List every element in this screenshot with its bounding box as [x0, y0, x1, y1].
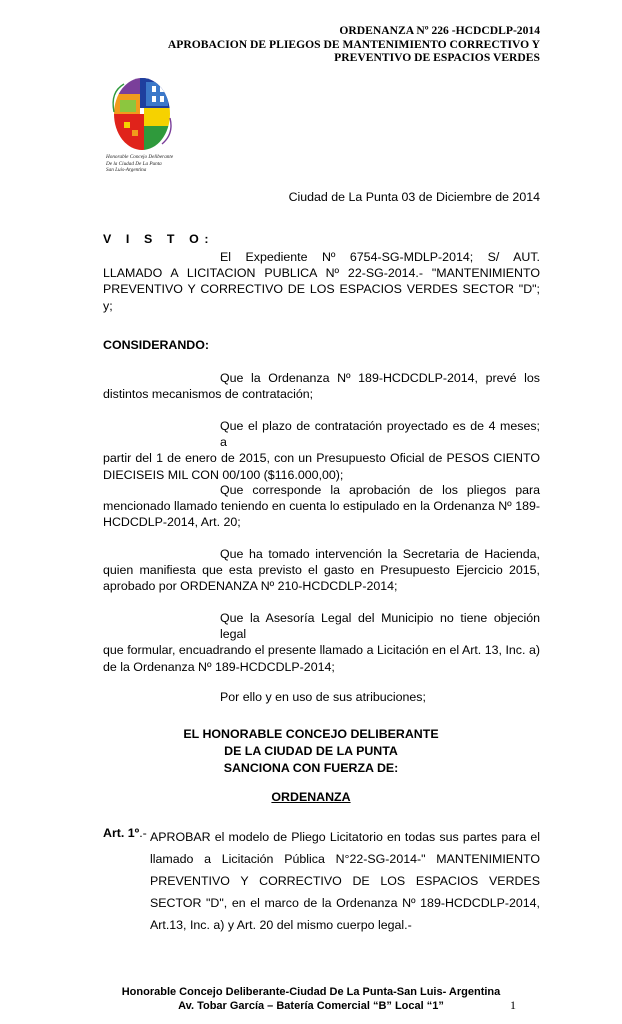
considerando-p4-line3: aprobado por ORDENANZA Nº 210-HCDCDLP-2014;: [103, 579, 398, 594]
logo-caption-line2: De la Ciudad De La Punta: [106, 160, 162, 167]
considerando-p2-line3: DIECISEIS MIL CON 00/100 ($116.000,00);: [103, 467, 344, 482]
article-1-number: Art. 1º: [103, 826, 140, 840]
sanciona-line2: DE LA CIUDAD DE LA PUNTA: [224, 744, 398, 758]
visto-line3: PREVENTIVO Y CORRECTIVO DE LOS ESPACIOS VERDES SECTOR "D"; y;: [103, 282, 540, 313]
article-1-line2: llamado a Licitación Pública N°22-SG-2014-" MANTENIMIENTO: [150, 852, 540, 866]
council-logo: [100, 72, 190, 174]
considerando-p5-line1: Que la Asesoría Legal del Municipio no tiene objeción legal: [220, 611, 540, 642]
logo-caption-line3: San Luis-Argentina: [106, 167, 147, 174]
considerando-p4-line1: Que ha tomado intervención la Secretaria de Hacienda,: [220, 547, 540, 561]
document-date: Ciudad de La Punta 03 de Diciembre de 2014: [288, 190, 540, 204]
considerando-p4-line2: quien manifiesta que esta previsto el gasto en Presupuesto Ejercicio 2015,: [103, 563, 540, 578]
article-1-line4: SECTOR "D", en el marco de la Ordenanza Nº 189-HCDCDLP-2014,: [150, 896, 540, 910]
considerando-heading: CONSIDERANDO:: [103, 338, 210, 352]
visto-paragraph: [103, 249, 540, 314]
article-1-line5: Art.13, Inc. a) y Art. 20 del mismo cuerpo legal.-: [150, 918, 412, 932]
ordenanza-title: ORDENANZA: [271, 790, 351, 804]
sanciona-line3: SANCIONA CON FUERZA DE:: [223, 761, 399, 775]
article-1-lead: .-: [139, 826, 147, 840]
article-1-line3: PREVENTIVO Y CORRECTIVO DE LOS ESPACIOS VERDES: [150, 874, 540, 888]
considerando-p5-line3: de la Ordenanza Nº 189-HCDCDLP-2014;: [103, 659, 335, 674]
sanciona-block: [0, 726, 622, 777]
header-ordinance-number: ORDENANZA Nº 226 -HCDCDLP-2014: [339, 24, 540, 37]
considerando-paragraph-2: [103, 418, 540, 483]
considerando-paragraph-3: [103, 482, 540, 531]
header-title-line1: APROBACION DE PLIEGOS DE MANTENIMIENTO CORRECTIVO Y: [167, 37, 540, 51]
considerando-p3-line1: Que corresponde la aprobación de los pliegos para: [220, 483, 540, 497]
considerando-p2-line1: Que el plazo de contratación proyectado es de 4 meses; a: [220, 419, 540, 450]
article-1-label: [103, 826, 147, 840]
header-title-line2: PREVENTIVO DE ESPACIOS VERDES: [334, 51, 540, 64]
logo-caption: [106, 154, 190, 174]
visto-line1: El Expediente Nº 6754-SG-MDLP-2014; S/ AUT.: [220, 250, 540, 264]
council-emblem-icon: [100, 72, 180, 152]
considerando-paragraph-4: [103, 546, 540, 595]
considerando-p1-line1: Que la Ordenanza Nº 189-HCDCDLP-2014, prevé los: [220, 371, 540, 385]
article-1-text: [150, 826, 540, 936]
footer-line2: Av. Tobar García – Batería Comercial “B” Local “1”: [178, 1000, 444, 1012]
footer-line1: Honorable Concejo Deliberante-Ciudad De La Punta-San Luis- Argentina: [121, 986, 501, 998]
considerando-p2-line2: partir del 1 de enero de 2015, con un Presupuesto Oficial de PESOS CIENTO: [103, 451, 540, 466]
considerando-p3-line3: HCDCDLP-2014, Art. 20;: [103, 515, 241, 530]
document-header: [168, 24, 540, 65]
sanciona-line1: EL HONORABLE CONCEJO DELIBERANTE: [183, 727, 439, 741]
considerando-p5-line2: que formular, encuadrando el presente llamado a Licitación en el Art. 13, Inc. a): [103, 643, 540, 658]
considerando-p3-line2: mencionado llamado teniendo en cuenta lo estipulado en la Ordenanza Nº 189-: [103, 499, 540, 514]
visto-line2: LLAMADO A LICITACION PUBLICA Nº 22-SG-2014.- "MANTENIMIENTO: [103, 266, 540, 281]
considerando-paragraph-5: [103, 610, 540, 675]
logo-caption-line1: Honorable Concejo Deliberante: [106, 154, 174, 160]
por-ello-statement: Por ello y en uso de sus atribuciones;: [220, 690, 426, 704]
article-1-line1: APROBAR el modelo de Pliego Licitatorio en todas sus partes para el: [150, 830, 540, 844]
considerando-paragraph-1: [103, 370, 540, 402]
considerando-p1-line2: distintos mecanismos de contratación;: [103, 387, 314, 402]
document-footer: [0, 985, 622, 1013]
visto-heading: V I S T O:: [103, 232, 215, 246]
page-number: 1: [510, 998, 516, 1012]
